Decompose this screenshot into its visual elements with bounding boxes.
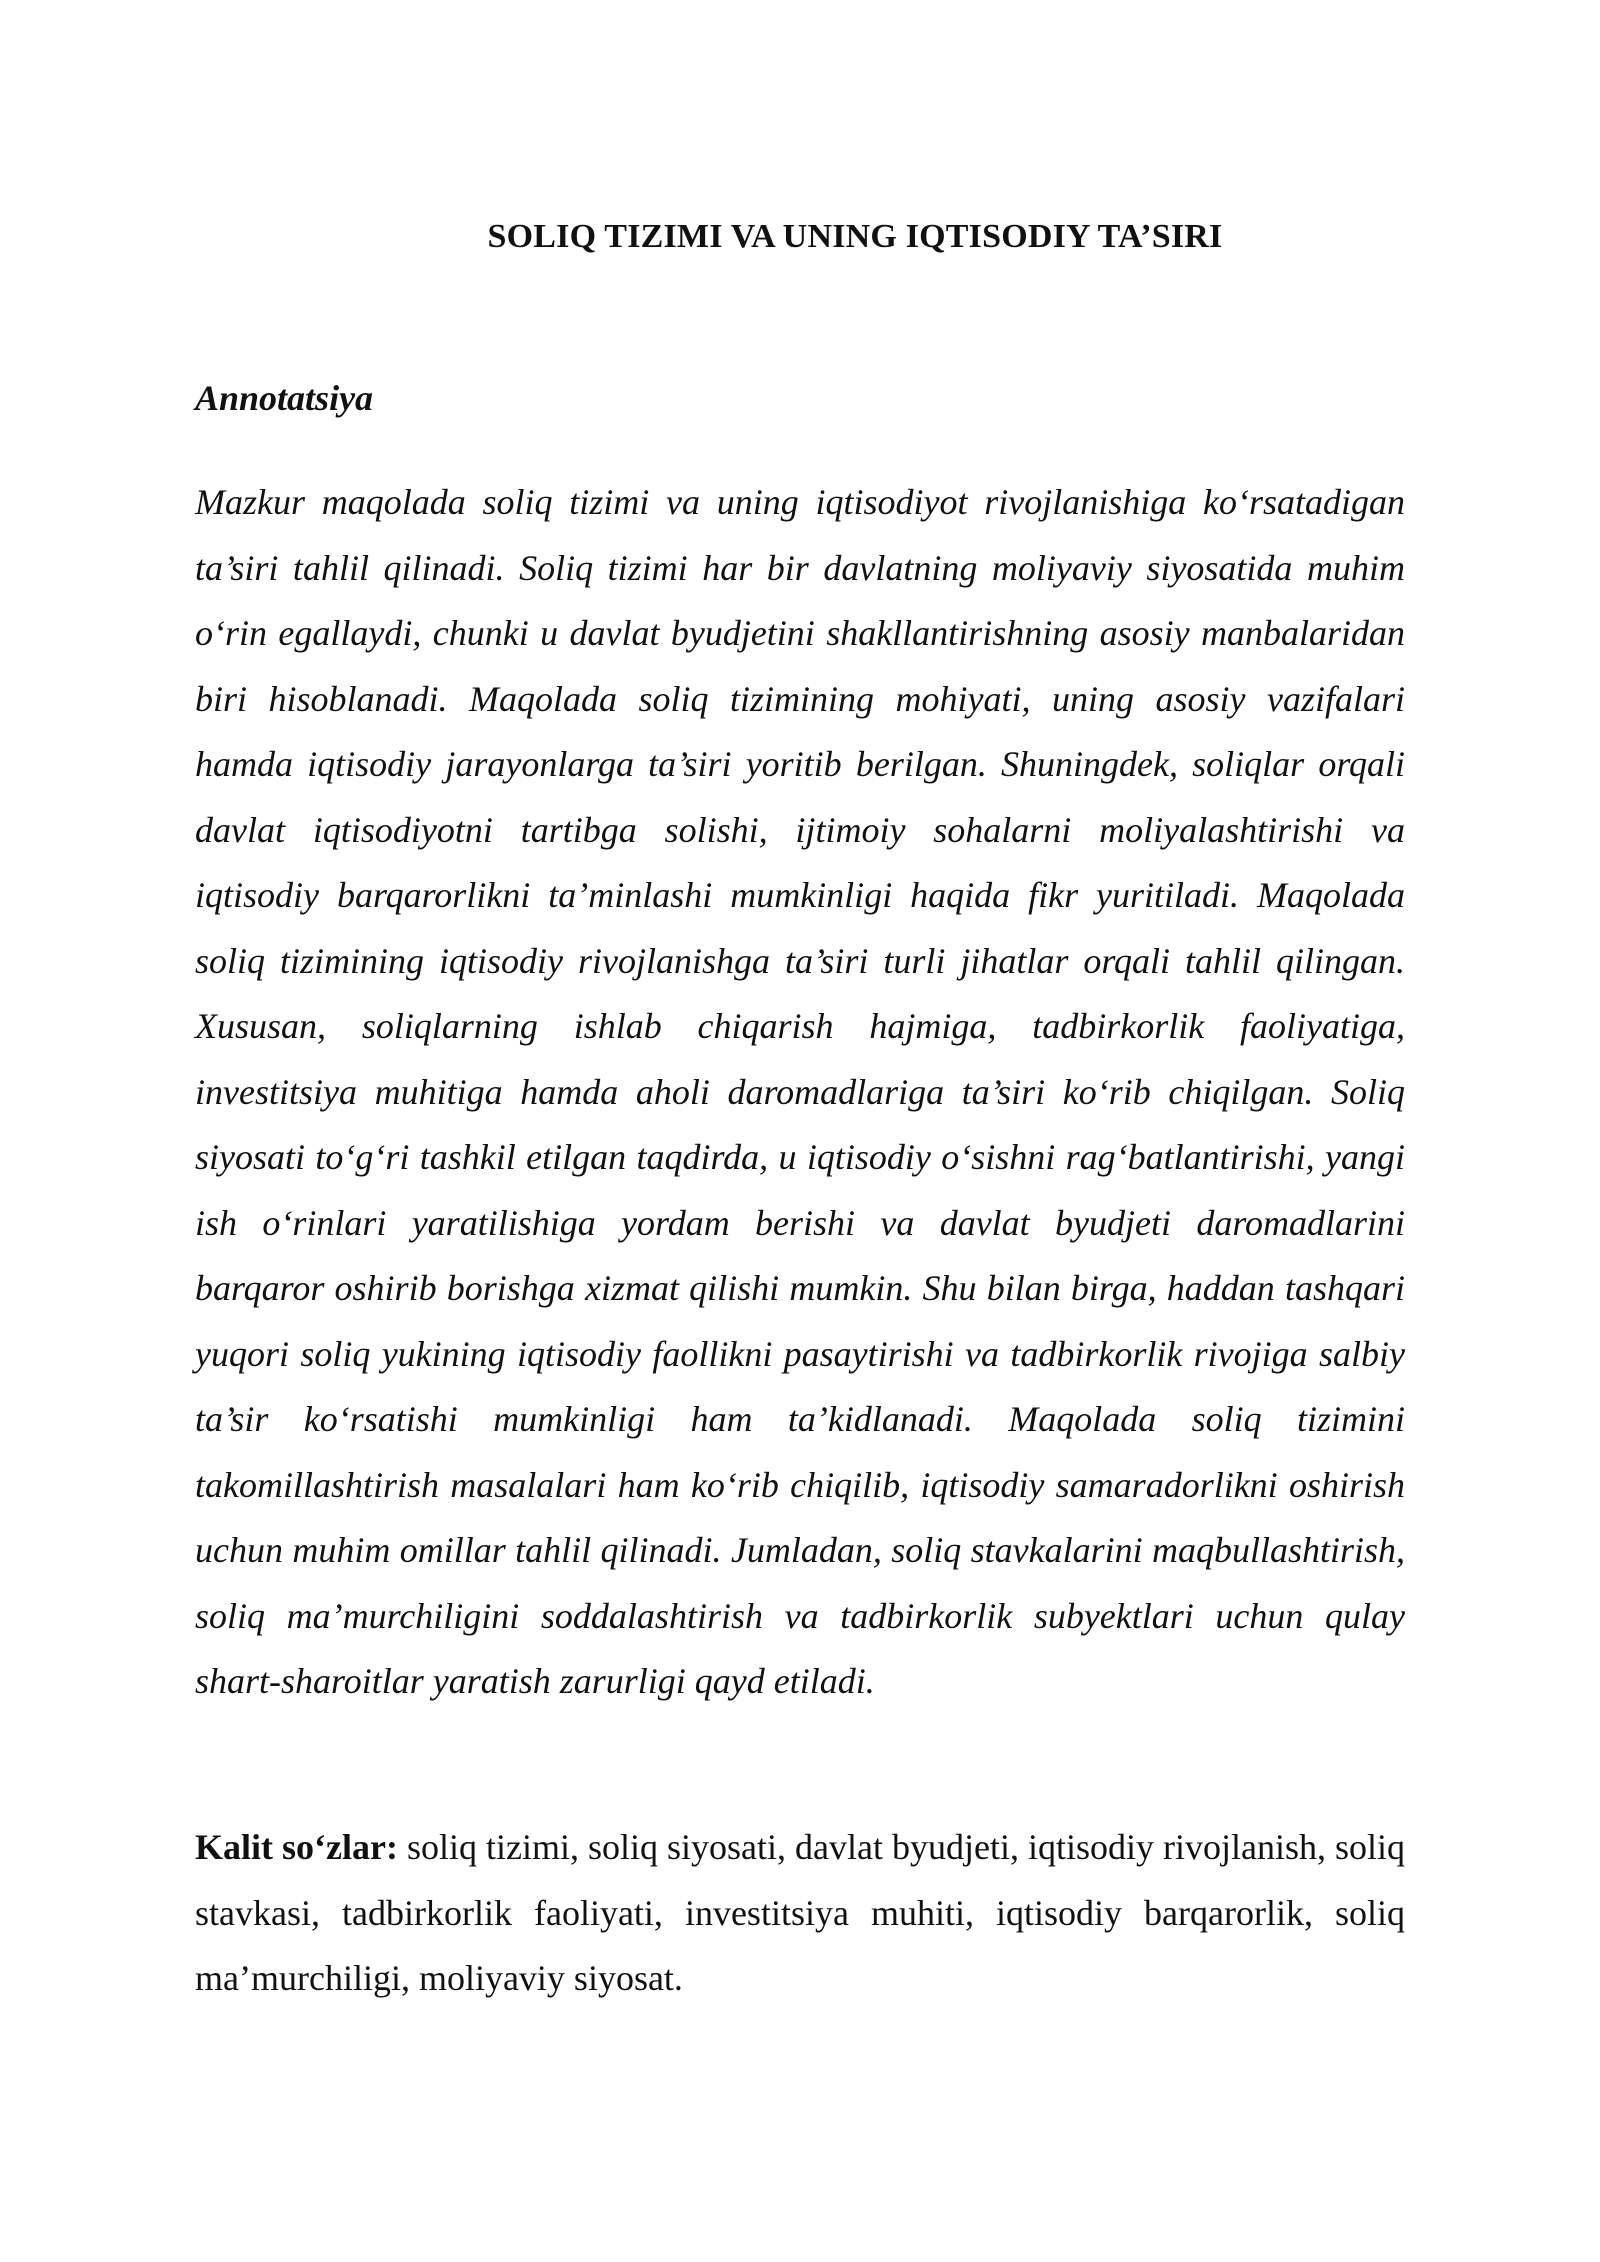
keywords-text: soliq tizimi, soliq siyosati, davlat byudjeti, iqtisodiy rivojlanish, soliq stavkasi, tadbirkorlik faoliyati, investitsiya muhiti, iqtisodiy barqarorlik, soliq ma’murchiligi, moliyaviy siyosat.: [195, 1827, 1405, 1998]
keywords-label: Kalit so‘zlar:: [195, 1827, 398, 1867]
paper-title: SOLIQ TIZIMI VA UNING IQTISODIY TA’SIRI: [487, 218, 1223, 255]
keywords-paragraph: [195, 1815, 1405, 2012]
abstract-text: Mazkur maqolada soliq tizimi va uning iqtisodiyot rivojlanishiga ko‘rsatadigan ta’siri tahlil qilinadi. Soliq tizimi har bir davlatning moliyaviy siyosatida muhim o‘rin egallaydi, chunki u davlat byudjetini shakllantirishning asosiy manbalaridan biri hisoblanadi. Maqolada soliq tizimining mohiyati, uning asosiy vazifalari hamda iqtisodiy jarayonlarga ta’siri yoritib berilgan. Shuningdek, soliqlar orqali davlat iqtisodiyotni tartibga solishi, ijtimoiy sohalarni moliyalashtirishi va iqtisodiy barqarorlikni ta’minlashi mumkinligi haqida fikr yuritiladi. Maqolada soliq tizimining iqtisodiy rivojlanishga ta’siri turli jihatlar orqali tahlil qilingan. Xususan, soliqlarning ishlab chiqarish hajmiga, tadbirkorlik faoliyatiga, investitsiya muhitiga hamda aholi daromadlariga ta’siri ko‘rib chiqilgan. Soliq siyosati to‘g‘ri tashkil etilgan taqdirda, u iqtisodiy o‘sishni rag‘batlantirishi, yangi ish o‘rinlari yaratilishiga yordam berishi va davlat byudjeti daromadlarini barqaror oshirib borishga xizmat qilishi mumkin. Shu bilan birga, haddan tashqari yuqori soliq yukining iqtisodiy faollikni pasaytirishi va tadbirkorlik rivojiga salbiy ta’sir ko‘rsatishi mumkinligi ham ta’kidlanadi. Maqolada soliq tizimini takomillashtirish masalalari ham ko‘rib chiqilib, iqtisodiy samaradorlikni oshirish uchun muhim omillar tahlil qilinadi. Jumladan, soliq stavkalarini maqbullashtirish, soliq ma’murchiligini soddalashtirish va tadbirkorlik subyektlari uchun qulay shart-sharoitlar yaratish zarurligi qayd etiladi.: [195, 482, 1405, 1701]
abstract-heading: Annotatsiya: [195, 378, 374, 418]
